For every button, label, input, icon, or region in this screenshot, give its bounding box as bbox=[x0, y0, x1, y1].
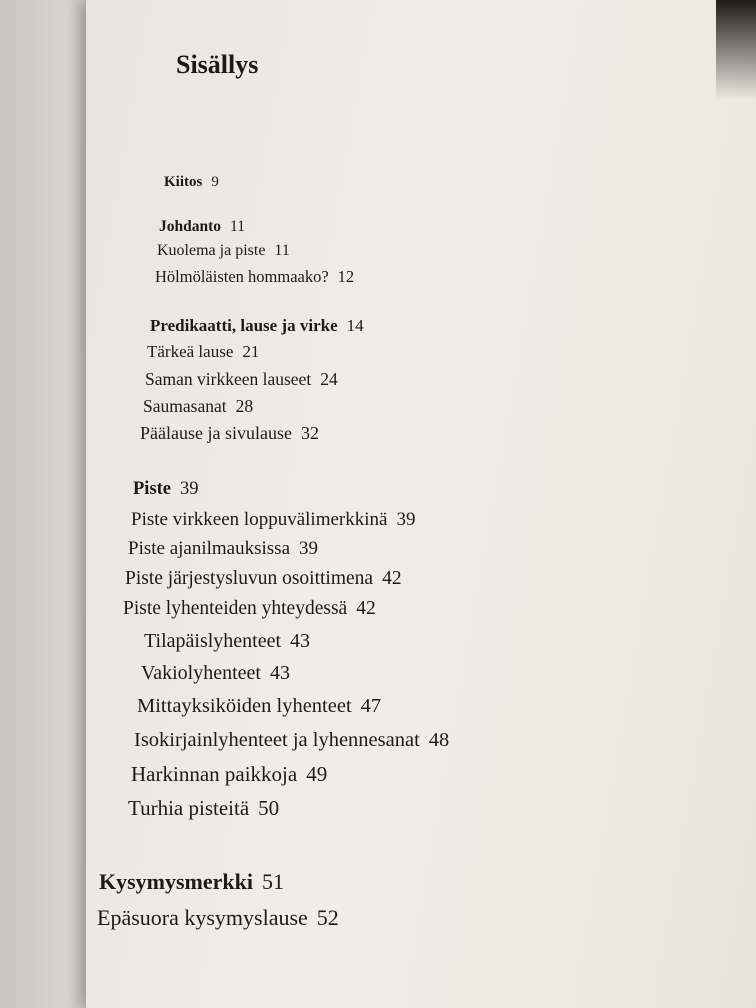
entry-page-number: 14 bbox=[346, 316, 364, 335]
entry-page-number: 43 bbox=[290, 630, 311, 652]
entry-title: Piste ajanilmauksissa bbox=[128, 538, 291, 559]
entry-title: Johdanto bbox=[159, 218, 222, 235]
entry-page-number: 52 bbox=[316, 905, 339, 930]
entry-page-number: 24 bbox=[320, 369, 338, 389]
entry-title: Piste lyhenteiden yhteydessä bbox=[123, 598, 348, 619]
entry-title: Predikaatti, lause ja virke bbox=[150, 316, 338, 335]
entry-page-number: 11 bbox=[230, 218, 245, 235]
toc-entry-section bbox=[131, 762, 327, 787]
toc-entry-section bbox=[155, 267, 354, 287]
entry-page-number: 39 bbox=[299, 538, 319, 559]
entry-title: Kiitos bbox=[164, 174, 203, 190]
entry-page-number: 43 bbox=[269, 662, 290, 684]
entry-title: Saman virkkeen lauseet bbox=[145, 369, 312, 389]
entry-title: Piste järjestysluvun osoittimena bbox=[125, 568, 374, 589]
toc-entry-chapter bbox=[150, 316, 364, 336]
toc-entry-chapter bbox=[99, 869, 284, 895]
entry-page-number: 47 bbox=[360, 695, 382, 717]
entry-page-number: 28 bbox=[235, 396, 254, 416]
toc-entry-section bbox=[140, 423, 319, 444]
entry-title: Isokirjainlyhenteet ja lyhennesanat bbox=[134, 729, 420, 751]
toc-entry-subsection bbox=[141, 662, 290, 685]
entry-title: Hölmöläisten hommaako? bbox=[155, 267, 329, 286]
entry-page-number: 21 bbox=[242, 342, 260, 361]
toc-entry-section bbox=[128, 796, 279, 821]
entry-title: Tärkeä lause bbox=[147, 342, 234, 361]
entry-page-number: 42 bbox=[356, 598, 376, 619]
entry-title: Mittayksiköiden lyhenteet bbox=[137, 695, 352, 717]
toc-entry-section bbox=[147, 342, 259, 362]
entry-title: Turhia pisteitä bbox=[128, 796, 250, 820]
entry-title: Saumasanat bbox=[143, 396, 227, 416]
entry-page-number: 39 bbox=[396, 509, 416, 530]
entry-page-number: 51 bbox=[262, 869, 284, 894]
entry-page-number: 42 bbox=[382, 568, 402, 589]
entry-page-number: 49 bbox=[306, 762, 328, 786]
entry-page-number: 12 bbox=[337, 267, 355, 286]
entry-page-number: 11 bbox=[274, 242, 290, 259]
toc-entry-section bbox=[123, 598, 376, 620]
toc-entry-section bbox=[143, 396, 253, 417]
toc-entry-section bbox=[145, 369, 338, 390]
toc-entry-section bbox=[131, 509, 415, 531]
toc-entry-section bbox=[97, 905, 339, 931]
entry-title: Tilapäislyhenteet bbox=[144, 630, 282, 652]
entry-title: Harkinnan paikkoja bbox=[131, 762, 298, 786]
entry-title: Piste virkkeen loppuvälimerkkinä bbox=[131, 509, 388, 530]
entry-page-number: 48 bbox=[428, 729, 450, 751]
entry-title: Päälause ja sivulause bbox=[140, 423, 292, 443]
entry-title: Piste bbox=[133, 479, 172, 499]
entry-title: Kuolema ja piste bbox=[157, 242, 266, 259]
toc-entry-subsection bbox=[134, 729, 449, 752]
entry-page-number: 9 bbox=[211, 174, 219, 190]
toc-entry-chapter bbox=[133, 479, 199, 500]
entry-page-number: 39 bbox=[180, 479, 199, 499]
toc-entry-subsection bbox=[137, 695, 381, 718]
toc-entry-chapter bbox=[164, 174, 219, 191]
page-title: Sisällys bbox=[176, 50, 259, 79]
toc-entry-section bbox=[125, 568, 402, 590]
toc-entry-subsection bbox=[144, 630, 310, 653]
toc-entry-chapter bbox=[159, 218, 245, 236]
entry-title: Kysymysmerkki bbox=[99, 869, 253, 894]
entry-page-number: 50 bbox=[258, 796, 280, 820]
entry-title: Vakiolyhenteet bbox=[141, 662, 261, 684]
entry-page-number: 32 bbox=[300, 423, 319, 443]
toc-entry-section bbox=[157, 242, 290, 260]
toc-entry-section bbox=[128, 538, 318, 560]
entry-title: Epäsuora kysymyslause bbox=[97, 905, 308, 930]
